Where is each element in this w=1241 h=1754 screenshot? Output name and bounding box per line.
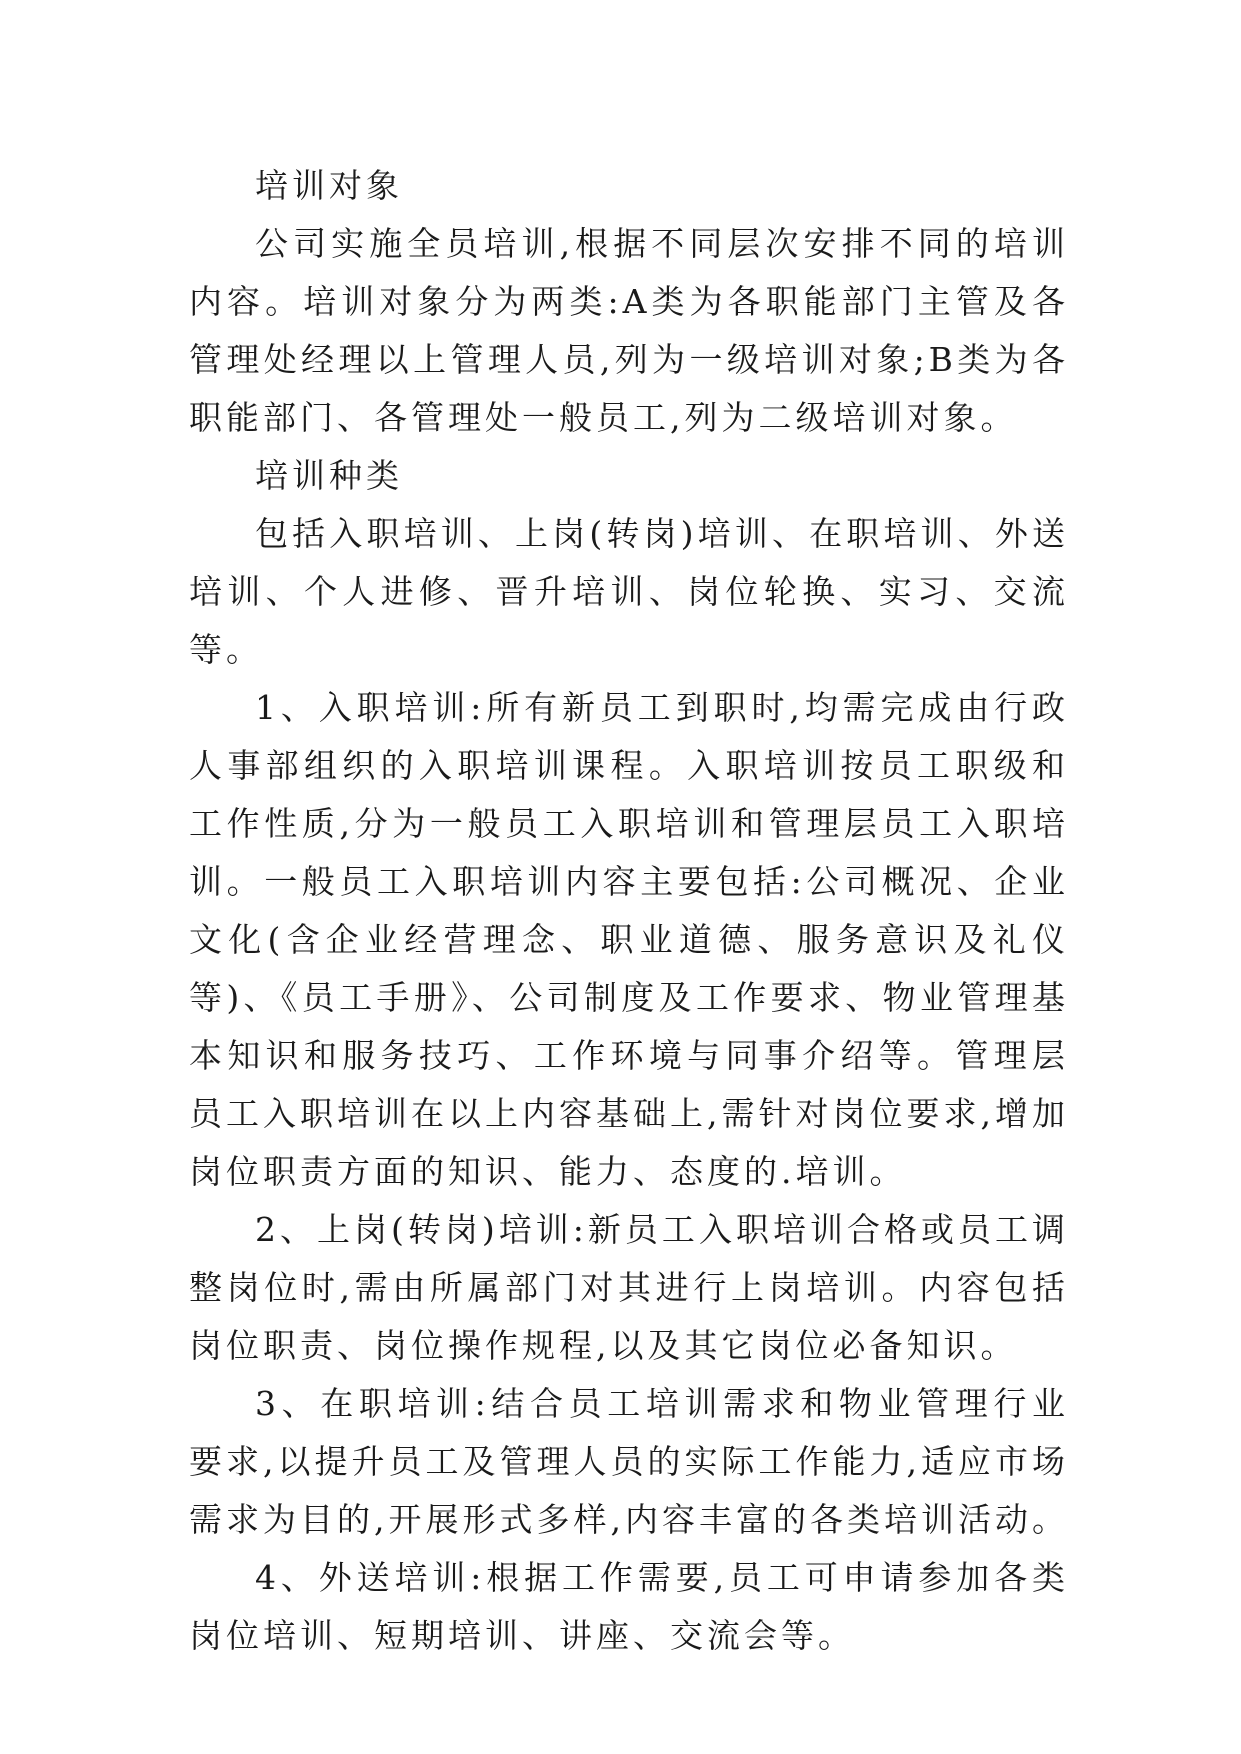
paragraph-training-targets: 公司实施全员培训,根据不同层次安排不同的培训内容。培训对象分为两类:A类为各职能部门主管及各管理处经理以上管理人员,列为一级培训对象;B类为各职能部门、各管理处一般员工,列为二级培训对象。 xyxy=(189,224,1069,437)
document-body xyxy=(189,157,1069,1665)
paragraph-external-training: 4、外送培训:根据工作需要,员工可申请参加各类岗位培训、短期培训、讲座、交流会等。 xyxy=(189,1558,1069,1655)
paragraph-onboarding-training: 1、入职培训:所有新员工到职时,均需完成由行政人事部组织的入职培训课程。入职培训按员工职级和工作性质,分为一般员工入职培训和管理层员工入职培训。一般员工入职培训内容主要包括:公司概况、企业文化(含企业经营理念、职业道德、服务意识及礼仪等)、《员工手册》、公司制度及工作要求、物业管理基本知识和服务技巧、工作环境与同事介绍等。管理层员工入职培训在以上内容基础上,需针对岗位要求,增加岗位职责方面的知识、能力、态度的.培训。 xyxy=(189,688,1069,1191)
heading-training-types: 培训种类 xyxy=(255,456,403,495)
paragraph-on-job-training: 3、在职培训:结合员工培训需求和物业管理行业要求,以提升员工及管理人员的实际工作能力,适应市场需求为目的,开展形式多样,内容丰富的各类培训活动。 xyxy=(189,1384,1069,1539)
heading-training-targets: 培训对象 xyxy=(255,166,403,205)
paragraph-training-types: 包括入职培训、上岗(转岗)培训、在职培训、外送培训、个人进修、晋升培训、岗位轮换、实习、交流等。 xyxy=(189,514,1069,669)
paragraph-post-training: 2、上岗(转岗)培训:新员工入职培训合格或员工调整岗位时,需由所属部门对其进行上岗培训。内容包括岗位职责、岗位操作规程,以及其它岗位必备知识。 xyxy=(189,1210,1069,1365)
